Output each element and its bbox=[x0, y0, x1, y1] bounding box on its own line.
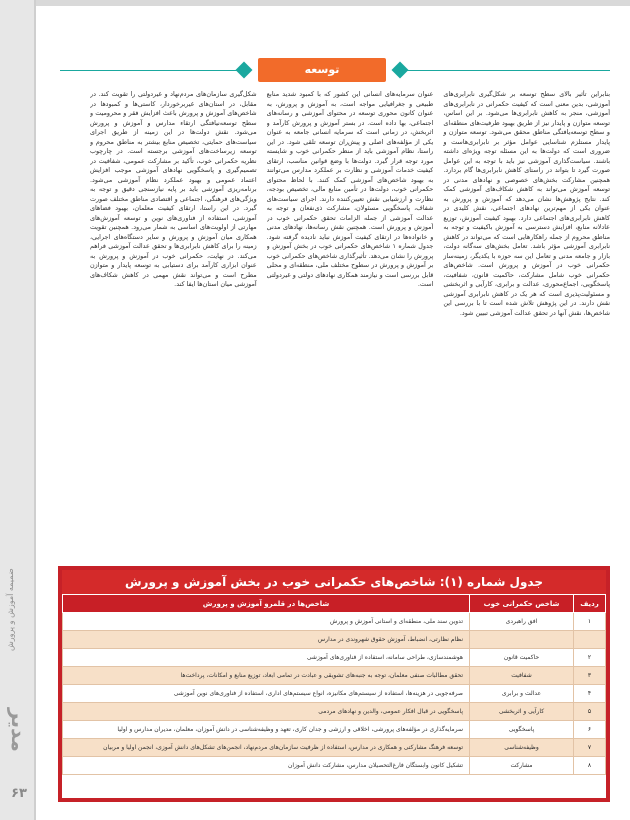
table-row bbox=[63, 703, 606, 721]
table-row bbox=[63, 613, 606, 631]
row-index-cell: ۷ bbox=[574, 739, 606, 757]
row-description-cell: هوشمندسازی، طراحی سامانه، استفاده از فناوری‌های آموزشی bbox=[63, 649, 470, 667]
row-indicator-cell: افق راهبردی bbox=[470, 613, 574, 631]
table-header-row bbox=[63, 595, 606, 613]
article-column-left: شکل‌گیری سازمان‌های مردم‌نهاد و غیردولتی را تقویت کند. در مقابل، در استان‌های غیربرخوردار، کاستی‌ها و کمبودها در شاخص‌های آموزش و پرورش باعث افزایش فقر و محرومیت و سطح توسعه‌نیافتگی ارتقاء مدارس و آموزش و پرورش می‌شود. نقش دولت‌ها در این زمینه از طریق اجرای سیاست‌های حمایتی، تخصیص منابع بیشتر به مناطق محروم و توسعه زیرساخت‌های آموزشی برجسته است. در چارچوب نظریه حکمرانی خوب، تأکید بر مشارکت عمومی، شفافیت در تصمیم‌گیری و پاسخگویی نهادهای آموزشی موجب افزایش اعتماد عمومی و بهبود عملکرد نظام آموزشی می‌شود. برنامه‌ریزی آموزشی باید بر پایه نیازسنجی دقیق و توجه به ویژگی‌های فرهنگی، اجتماعی و اقتصادی مناطق مختلف صورت گیرد. در این راستا، ارتقای کیفیت معلمان، بهبود فضاهای آموزشی، استفاده از فناوری‌های نوین و توسعه آموزش‌های مهارتی از اولویت‌های اساسی به شمار می‌رود. همچنین تقویت همکاری میان آموزش و پرورش و سایر دستگاه‌های اجرایی، زمینه را برای کاهش نابرابری‌ها و تحقق عدالت آموزشی فراهم می‌کند. در نهایت، حکمرانی خوب در آموزش و پرورش به عنوان ابزاری کارآمد برای دستیابی به توسعه پایدار و متوازن مطرح است و می‌تواند نقش مهمی در کاهش شکاف‌های آموزشی میان استان‌ها ایفا کند. bbox=[89, 90, 257, 288]
section-ribbon: توسعه bbox=[258, 58, 386, 82]
article-columns bbox=[90, 90, 610, 552]
governance-table bbox=[58, 566, 610, 802]
table-row bbox=[63, 739, 606, 757]
table-row bbox=[63, 757, 606, 775]
row-index-cell: ۴ bbox=[574, 685, 606, 703]
row-description-cell: تحقق مطالبات صنفی معلمان، توجه به جنبه‌های تشویقی و عبادت در تمامی ابعاد، توزیع منابع و امکانات، پرداخت‌ها bbox=[63, 667, 470, 685]
row-description-cell: توسعه فرهنگ مشارکتی و همکاری در مدارس، استفاده از ظرفیت سازمان‌های مردم‌نهاد، انجمن‌های تشکل‌های دانش آموزی، انجمن اولیا و مربیان bbox=[63, 739, 470, 757]
row-indicator-cell bbox=[470, 631, 574, 649]
table-row bbox=[63, 721, 606, 739]
side-caption: ضمیمه آموزش و پرورش bbox=[6, 568, 15, 652]
row-indicator-cell: شفافیت bbox=[470, 667, 574, 685]
table-row bbox=[63, 649, 606, 667]
decor-line-right bbox=[404, 70, 610, 71]
row-description-cell: صرفه‌جویی در هزینه‌ها، استفاده از سیستم‌های مکانیزه، انواع سیستم‌های اداری، استفاده از فناوری‌های نوین آموزشی bbox=[63, 685, 470, 703]
row-description-cell: تشکیل کانون وابستگان فارغ‌التحصیلان مدارس، مشارکت دانش آموزان bbox=[63, 757, 470, 775]
row-index-cell: ۶ bbox=[574, 721, 606, 739]
table-title: جدول شماره (۱): شاخص‌های حکمرانی خوب در بخش آموزش و پرورش bbox=[62, 570, 606, 594]
row-description-cell: پاسخگویی در قبال افکار عمومی، والدین و نهادهای مردمی bbox=[63, 703, 470, 721]
row-indicator-cell: وظیفه‌شناسی bbox=[470, 739, 574, 757]
row-index-cell bbox=[574, 631, 606, 649]
article-column-middle: عنوان سرمایه‌های انسانی این کشور که با کمبود شدید منابع طبیعی و جغرافیایی مواجه است، به آموزش و پرورش، به عنوان کانون محوری توسعه در محتوای آموزشی و رسانه‌های اجتماعی، بها داده است. در بستر آموزش و پرورش کارآمد و اثربخش، در زمانی است که سرمایه انسانی جامعه به عنوان یکی از مؤلفه‌های اصلی و پیش‌ران توسعه تلقی شود. در این راستا، نظام آموزشی باید از منظر حکمرانی خوب و شایسته مورد توجه قرار گیرد. دولت‌ها با وضع قوانین مناسب، ارتقای کیفیت خدمات آموزشی و نظارت بر عملکرد مدارس می‌توانند به بهبود شاخص‌های آموزشی کمک کنند. با لحاظ محتوای حکمرانی خوب، دولت‌ها در تأمین منابع مالی، تخصیص بودجه، نظارت و ارزشیابی نقش تعیین‌کننده دارند. اجرای سیاست‌های شفاف، پاسخگویی مسئولان، مشارکت ذی‌نفعان و توجه به عدالت آموزشی از جمله الزامات تحقق حکمرانی خوب در آموزش و پرورش است. همچنین نقش رسانه‌ها، نهادهای مدنی و خانواده‌ها در ارتقای کیفیت آموزش نباید نادیده گرفته شود. جدول شماره ۱ شاخص‌های حکمرانی خوب در بخش آموزش و پرورش را نشان می‌دهد. تأثیرگذاری شاخص‌های حکمرانی خوب بر آموزش و پرورش در سطوح مختلف ملی، منطقه‌ای و محلی قابل بررسی است و نیازمند همکاری نهادهای دولتی و غیردولتی است. bbox=[266, 90, 434, 288]
header-indicator: شاخص حکمرانی خوب bbox=[470, 595, 574, 613]
row-description-cell: سرمایه‌گذاری در مؤلفه‌های پرورشی، اخلاقی و ارزشی و جدان کاری، تعهد و وظیفه‌شناسی در دانش آموزان، معلمان، مدیران مدارس و اولیا bbox=[63, 721, 470, 739]
table-row bbox=[63, 631, 606, 649]
row-indicator-cell: مشارکت bbox=[470, 757, 574, 775]
page-number: ۶۳ bbox=[11, 786, 27, 801]
header-description: شاخص‌ها در قلمرو آموزش و پرورش bbox=[63, 595, 470, 613]
row-index-cell: ۱ bbox=[574, 613, 606, 631]
row-indicator-cell: عدالت و برابری bbox=[470, 685, 574, 703]
row-description-cell: نظام نظارتی، انضباط، آموزش حقوق شهروندی در مدارس bbox=[63, 631, 470, 649]
row-description-cell: تدوین سند ملی، منطقه‌ای و استانی آموزش و پرورش bbox=[63, 613, 470, 631]
row-indicator-cell: حاکمیت قانون bbox=[470, 649, 574, 667]
row-indicator-cell: پاسخگویی bbox=[470, 721, 574, 739]
decor-line-left bbox=[60, 70, 240, 71]
row-indicator-cell: کارآیی و اثربخشی bbox=[470, 703, 574, 721]
row-index-cell: ۲ bbox=[574, 649, 606, 667]
row-index-cell: ۸ bbox=[574, 757, 606, 775]
row-index-cell: ۵ bbox=[574, 703, 606, 721]
table-row bbox=[63, 667, 606, 685]
table-grid bbox=[62, 594, 606, 775]
header-index: ردیف bbox=[574, 595, 606, 613]
row-index-cell: ۳ bbox=[574, 667, 606, 685]
magazine-logo: مدیر bbox=[7, 708, 31, 752]
article-column-right: بنابراین تأثیر بالای سطح توسعه بر شکل‌گیری نابرابری‌های آموزشی، بدین معنی است که کیفیت حکمرانی در نابرابری‌های آموزشی، منجر به کاهش نابرابری‌ها می‌شود. بر این اساس، توسعه متوازن و پایدار نیز از طریق بهبود ظرفیت‌های منطقه‌ای و سطح توسعه‌یافتگی مناطق محقق می‌شود. توسعه متوازن و پایدار مستلزم شناسایی عوامل مؤثر بر نابرابری‌هاست و ضروری است که دولت‌ها به این مسئله توجه ویژه‌ای داشته باشند. سیاست‌گذاری آموزشی نیز باید با توجه به این عوامل صورت گیرد تا بتواند در راستای کاهش نابرابری‌ها گام بردارد. همچنین مشارکت بخش‌های خصوصی و نهادهای مدنی در توسعه آموزش می‌تواند به کاهش شکاف‌های آموزشی کمک کند. نتایج پژوهش‌ها نشان می‌دهد که آموزش و پرورش به عنوان یکی از مهم‌ترین نهادهای اجتماعی، نقش کلیدی در کاهش نابرابری‌های اجتماعی دارد. بهبود کیفیت آموزش، توزیع عادلانه منابع، افزایش دسترسی به آموزش باکیفیت و توجه به مناطق محروم از جمله راهکارهایی است که می‌تواند در کاهش نابرابری آموزشی مؤثر باشد. تعامل بخش‌های سه‌گانه دولت، بازار و جامعه مدنی و تعامل این سه حوزه با یکدیگر، زمینه‌ساز حکمرانی خوب در آموزش و پرورش است. شاخص‌های حکمرانی خوب شامل مشارکت، حاکمیت قانون، شفافیت، پاسخگویی، اجماع‌محوری، عدالت و برابری، کارآیی و اثربخشی و مسئولیت‌پذیری است که هر یک در کاهش نابرابری آموزشی نقش دارند. در این پژوهش تلاش شده است تا با بررسی این شاخص‌ها، نقش آنها در تحقق عدالت آموزشی تبیین شود. bbox=[443, 90, 610, 317]
top-border bbox=[0, 0, 630, 6]
table-row bbox=[63, 685, 606, 703]
